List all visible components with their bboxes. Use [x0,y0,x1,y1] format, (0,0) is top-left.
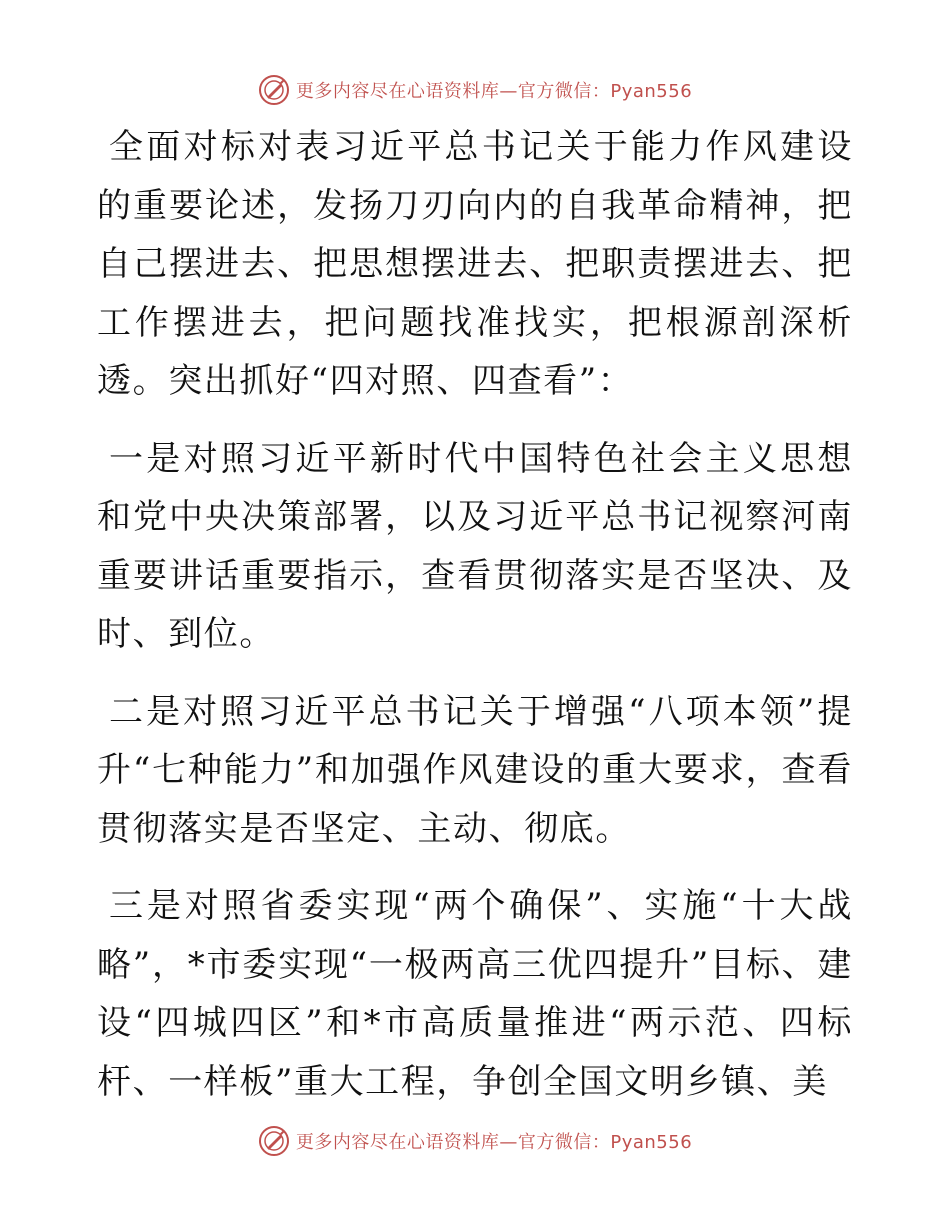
watermark-text: 更多内容尽在心语资料库—官方微信：Pyan556 [295,1132,693,1153]
watermark-logo-icon [258,74,290,106]
document-body [97,118,853,1130]
paragraph-item-3: 三是对照省委实现“两个确保”、实施“十大战略”，*市委实现“一极两高三优四提升”目标、建设“四城四区”和*市高质量推进“两示范、四标杆、一样板”重大工程，争创全国文明乡镇、美 [97,886,853,1102]
watermark-footer [0,1121,950,1161]
paragraph-item-1: 一是对照习近平新时代中国特色社会主义思想和党中央决策部署，以及习近平总书记视察河南重要讲话重要指示，查看贯彻落实是否坚决、及时、到位。 [97,438,853,654]
watermark-logo-icon [258,1125,290,1157]
watermark-header [0,70,950,110]
watermark-text: 更多内容尽在心语资料库—官方微信：Pyan556 [295,81,693,102]
paragraph-intro: 全面对标对表习近平总书记关于能力作风建设的重要论述，发扬刀刃向内的自我革命精神，把自己摆进去、把思想摆进去、把职责摆进去、把工作摆进去，把问题找准找实，把根源剖深析透。突出抓好“四对照、四查看”： [97,127,853,401]
paragraph-item-2: 二是对照习近平总书记关于增强“八项本领”提升“七种能力”和加强作风建设的重大要求，查看贯彻落实是否坚定、主动、彻底。 [97,691,853,849]
